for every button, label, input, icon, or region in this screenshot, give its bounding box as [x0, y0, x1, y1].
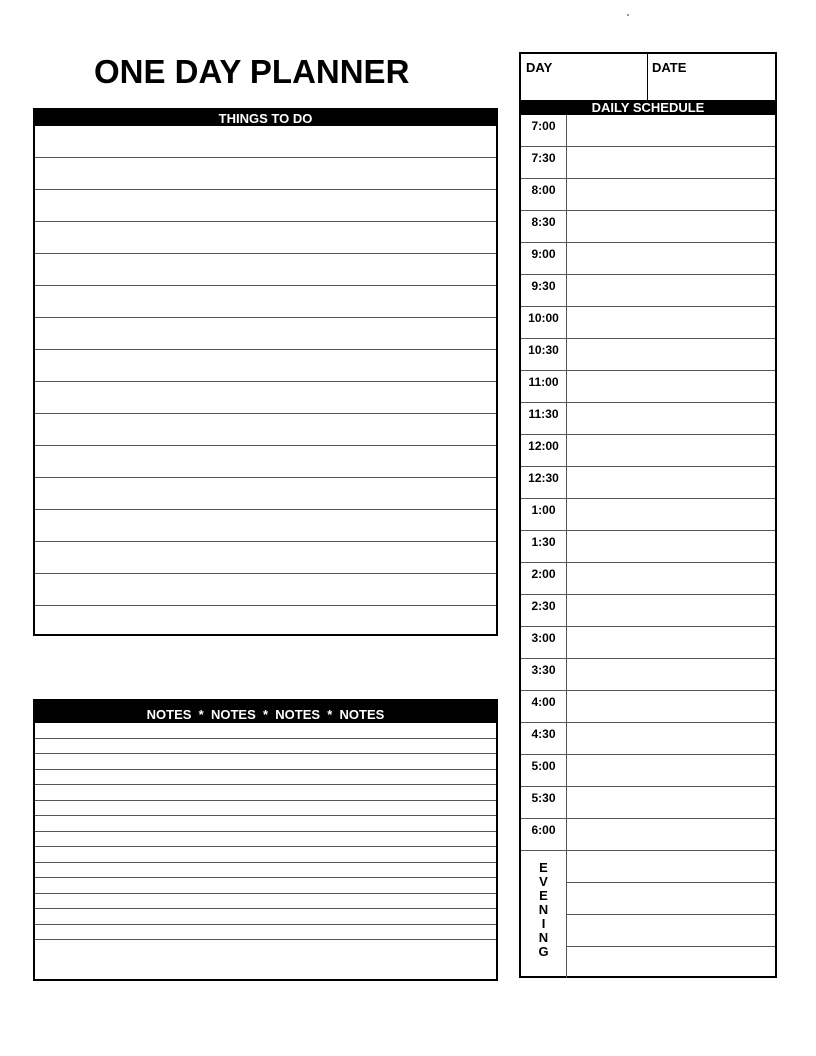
slot-entry-field[interactable]: [567, 691, 775, 722]
slot-entry-field[interactable]: [567, 595, 775, 626]
slot-entry-field[interactable]: [567, 403, 775, 434]
things-to-do-section: [33, 108, 498, 636]
schedule-slot: [521, 435, 775, 467]
schedule-slot: [521, 403, 775, 435]
note-row[interactable]: [35, 940, 496, 956]
slot-time-label: 6:00: [521, 819, 567, 850]
slot-time-label: 3:30: [521, 659, 567, 690]
evening-entry-field[interactable]: [567, 851, 775, 883]
evening-letter: I: [541, 916, 546, 931]
todo-row[interactable]: [35, 542, 496, 574]
slot-entry-field[interactable]: [567, 531, 775, 562]
schedule-slot: [521, 371, 775, 403]
slot-time-label: 8:30: [521, 211, 567, 242]
slot-entry-field[interactable]: [567, 755, 775, 786]
evening-entry-field[interactable]: [567, 947, 775, 978]
note-row[interactable]: [35, 878, 496, 894]
slot-time-label: 2:30: [521, 595, 567, 626]
note-row[interactable]: [35, 739, 496, 755]
note-row[interactable]: [35, 801, 496, 817]
schedule-slot: [521, 307, 775, 339]
schedule-slot: [521, 243, 775, 275]
slot-time-label: 5:00: [521, 755, 567, 786]
schedule-slot: [521, 339, 775, 371]
todo-row[interactable]: [35, 574, 496, 606]
slot-time-label: 10:30: [521, 339, 567, 370]
day-date-box: [519, 52, 777, 102]
notes-rows: [35, 723, 496, 956]
slot-time-label: 10:00: [521, 307, 567, 338]
slot-entry-field[interactable]: [567, 499, 775, 530]
slot-time-label: 4:00: [521, 691, 567, 722]
slot-entry-field[interactable]: [567, 723, 775, 754]
schedule-slot: [521, 787, 775, 819]
slot-entry-field[interactable]: [567, 659, 775, 690]
slot-time-label: 1:00: [521, 499, 567, 530]
day-field[interactable]: [521, 54, 648, 102]
slot-entry-field[interactable]: [567, 371, 775, 402]
evening-label: [521, 851, 567, 978]
evening-entry-field[interactable]: [567, 883, 775, 915]
slot-time-label: 5:30: [521, 787, 567, 818]
todo-row[interactable]: [35, 606, 496, 634]
schedule-slot: [521, 115, 775, 147]
date-field[interactable]: [648, 54, 775, 102]
todo-row[interactable]: [35, 190, 496, 222]
schedule-slot: [521, 563, 775, 595]
schedule-slot: [521, 755, 775, 787]
slot-entry-field[interactable]: [567, 275, 775, 306]
evening-entry-field[interactable]: [567, 915, 775, 947]
slot-time-label: 11:30: [521, 403, 567, 434]
evening-letter: V: [539, 874, 548, 889]
schedule-slot: [521, 531, 775, 563]
slot-entry-field[interactable]: [567, 147, 775, 178]
slot-time-label: 12:30: [521, 467, 567, 498]
note-row[interactable]: [35, 785, 496, 801]
slot-time-label: 9:00: [521, 243, 567, 274]
slot-entry-field[interactable]: [567, 243, 775, 274]
schedule-slot: [521, 659, 775, 691]
slot-entry-field[interactable]: [567, 339, 775, 370]
todo-row[interactable]: [35, 126, 496, 158]
slot-entry-field[interactable]: [567, 435, 775, 466]
evening-letter: N: [538, 902, 549, 917]
todo-row[interactable]: [35, 158, 496, 190]
slot-time-label: 11:00: [521, 371, 567, 402]
note-row[interactable]: [35, 832, 496, 848]
notes-section: [33, 699, 498, 981]
slot-entry-field[interactable]: [567, 819, 775, 850]
note-row[interactable]: [35, 754, 496, 770]
things-to-do-header: THINGS TO DO: [35, 110, 496, 126]
slot-time-label: 4:30: [521, 723, 567, 754]
evening-letter: E: [539, 860, 548, 875]
schedule-slot: [521, 467, 775, 499]
note-row[interactable]: [35, 847, 496, 863]
note-row[interactable]: [35, 909, 496, 925]
slot-entry-field[interactable]: [567, 563, 775, 594]
slot-time-label: 1:30: [521, 531, 567, 562]
schedule-slot: [521, 595, 775, 627]
schedule-slot: [521, 691, 775, 723]
note-row[interactable]: [35, 925, 496, 941]
daily-schedule-header: DAILY SCHEDULE: [521, 100, 775, 115]
notes-header: NOTES * NOTES * NOTES * NOTES: [35, 701, 496, 723]
schedule-slot: [521, 627, 775, 659]
todo-row[interactable]: [35, 286, 496, 318]
slot-time-label: 2:00: [521, 563, 567, 594]
schedule-slot: [521, 723, 775, 755]
todo-row[interactable]: [35, 510, 496, 542]
todo-row[interactable]: [35, 414, 496, 446]
evening-letter: E: [539, 888, 548, 903]
note-row[interactable]: [35, 863, 496, 879]
slot-time-label: 8:00: [521, 179, 567, 210]
slot-entry-field[interactable]: [567, 115, 775, 146]
note-row[interactable]: [35, 894, 496, 910]
schedule-slot: [521, 275, 775, 307]
todo-row[interactable]: [35, 318, 496, 350]
todo-row[interactable]: [35, 446, 496, 478]
date-label: DATE: [652, 60, 687, 75]
note-row[interactable]: [35, 723, 496, 739]
todo-row[interactable]: [35, 254, 496, 286]
slot-time-label: 12:00: [521, 435, 567, 466]
schedule-slot: [521, 819, 775, 851]
slot-entry-field[interactable]: [567, 211, 775, 242]
evening-letter: G: [538, 944, 549, 959]
todo-row[interactable]: [35, 350, 496, 382]
todo-row[interactable]: [35, 382, 496, 414]
evening-letter: N: [538, 930, 549, 945]
slot-time-label: 9:30: [521, 275, 567, 306]
slot-time-label: 3:00: [521, 627, 567, 658]
slot-entry-field[interactable]: [567, 787, 775, 818]
schedule-slot: [521, 211, 775, 243]
day-label: DAY: [526, 60, 553, 75]
slot-entry-field[interactable]: [567, 627, 775, 658]
slot-entry-field[interactable]: [567, 467, 775, 498]
schedule-slot: [521, 147, 775, 179]
schedule-slots: [521, 115, 775, 851]
speck: [627, 14, 629, 16]
note-row[interactable]: [35, 816, 496, 832]
slot-entry-field[interactable]: [567, 307, 775, 338]
todo-row[interactable]: [35, 222, 496, 254]
todo-row[interactable]: [35, 478, 496, 510]
daily-schedule-section: [519, 100, 777, 978]
page-title: ONE DAY PLANNER: [94, 53, 410, 90]
slot-time-label: 7:00: [521, 115, 567, 146]
evening-lines: [567, 851, 775, 978]
schedule-slot: [521, 179, 775, 211]
slot-entry-field[interactable]: [567, 179, 775, 210]
note-row[interactable]: [35, 770, 496, 786]
evening-block: [521, 851, 775, 978]
slot-time-label: 7:30: [521, 147, 567, 178]
things-to-do-rows: [35, 126, 496, 634]
schedule-slot: [521, 499, 775, 531]
